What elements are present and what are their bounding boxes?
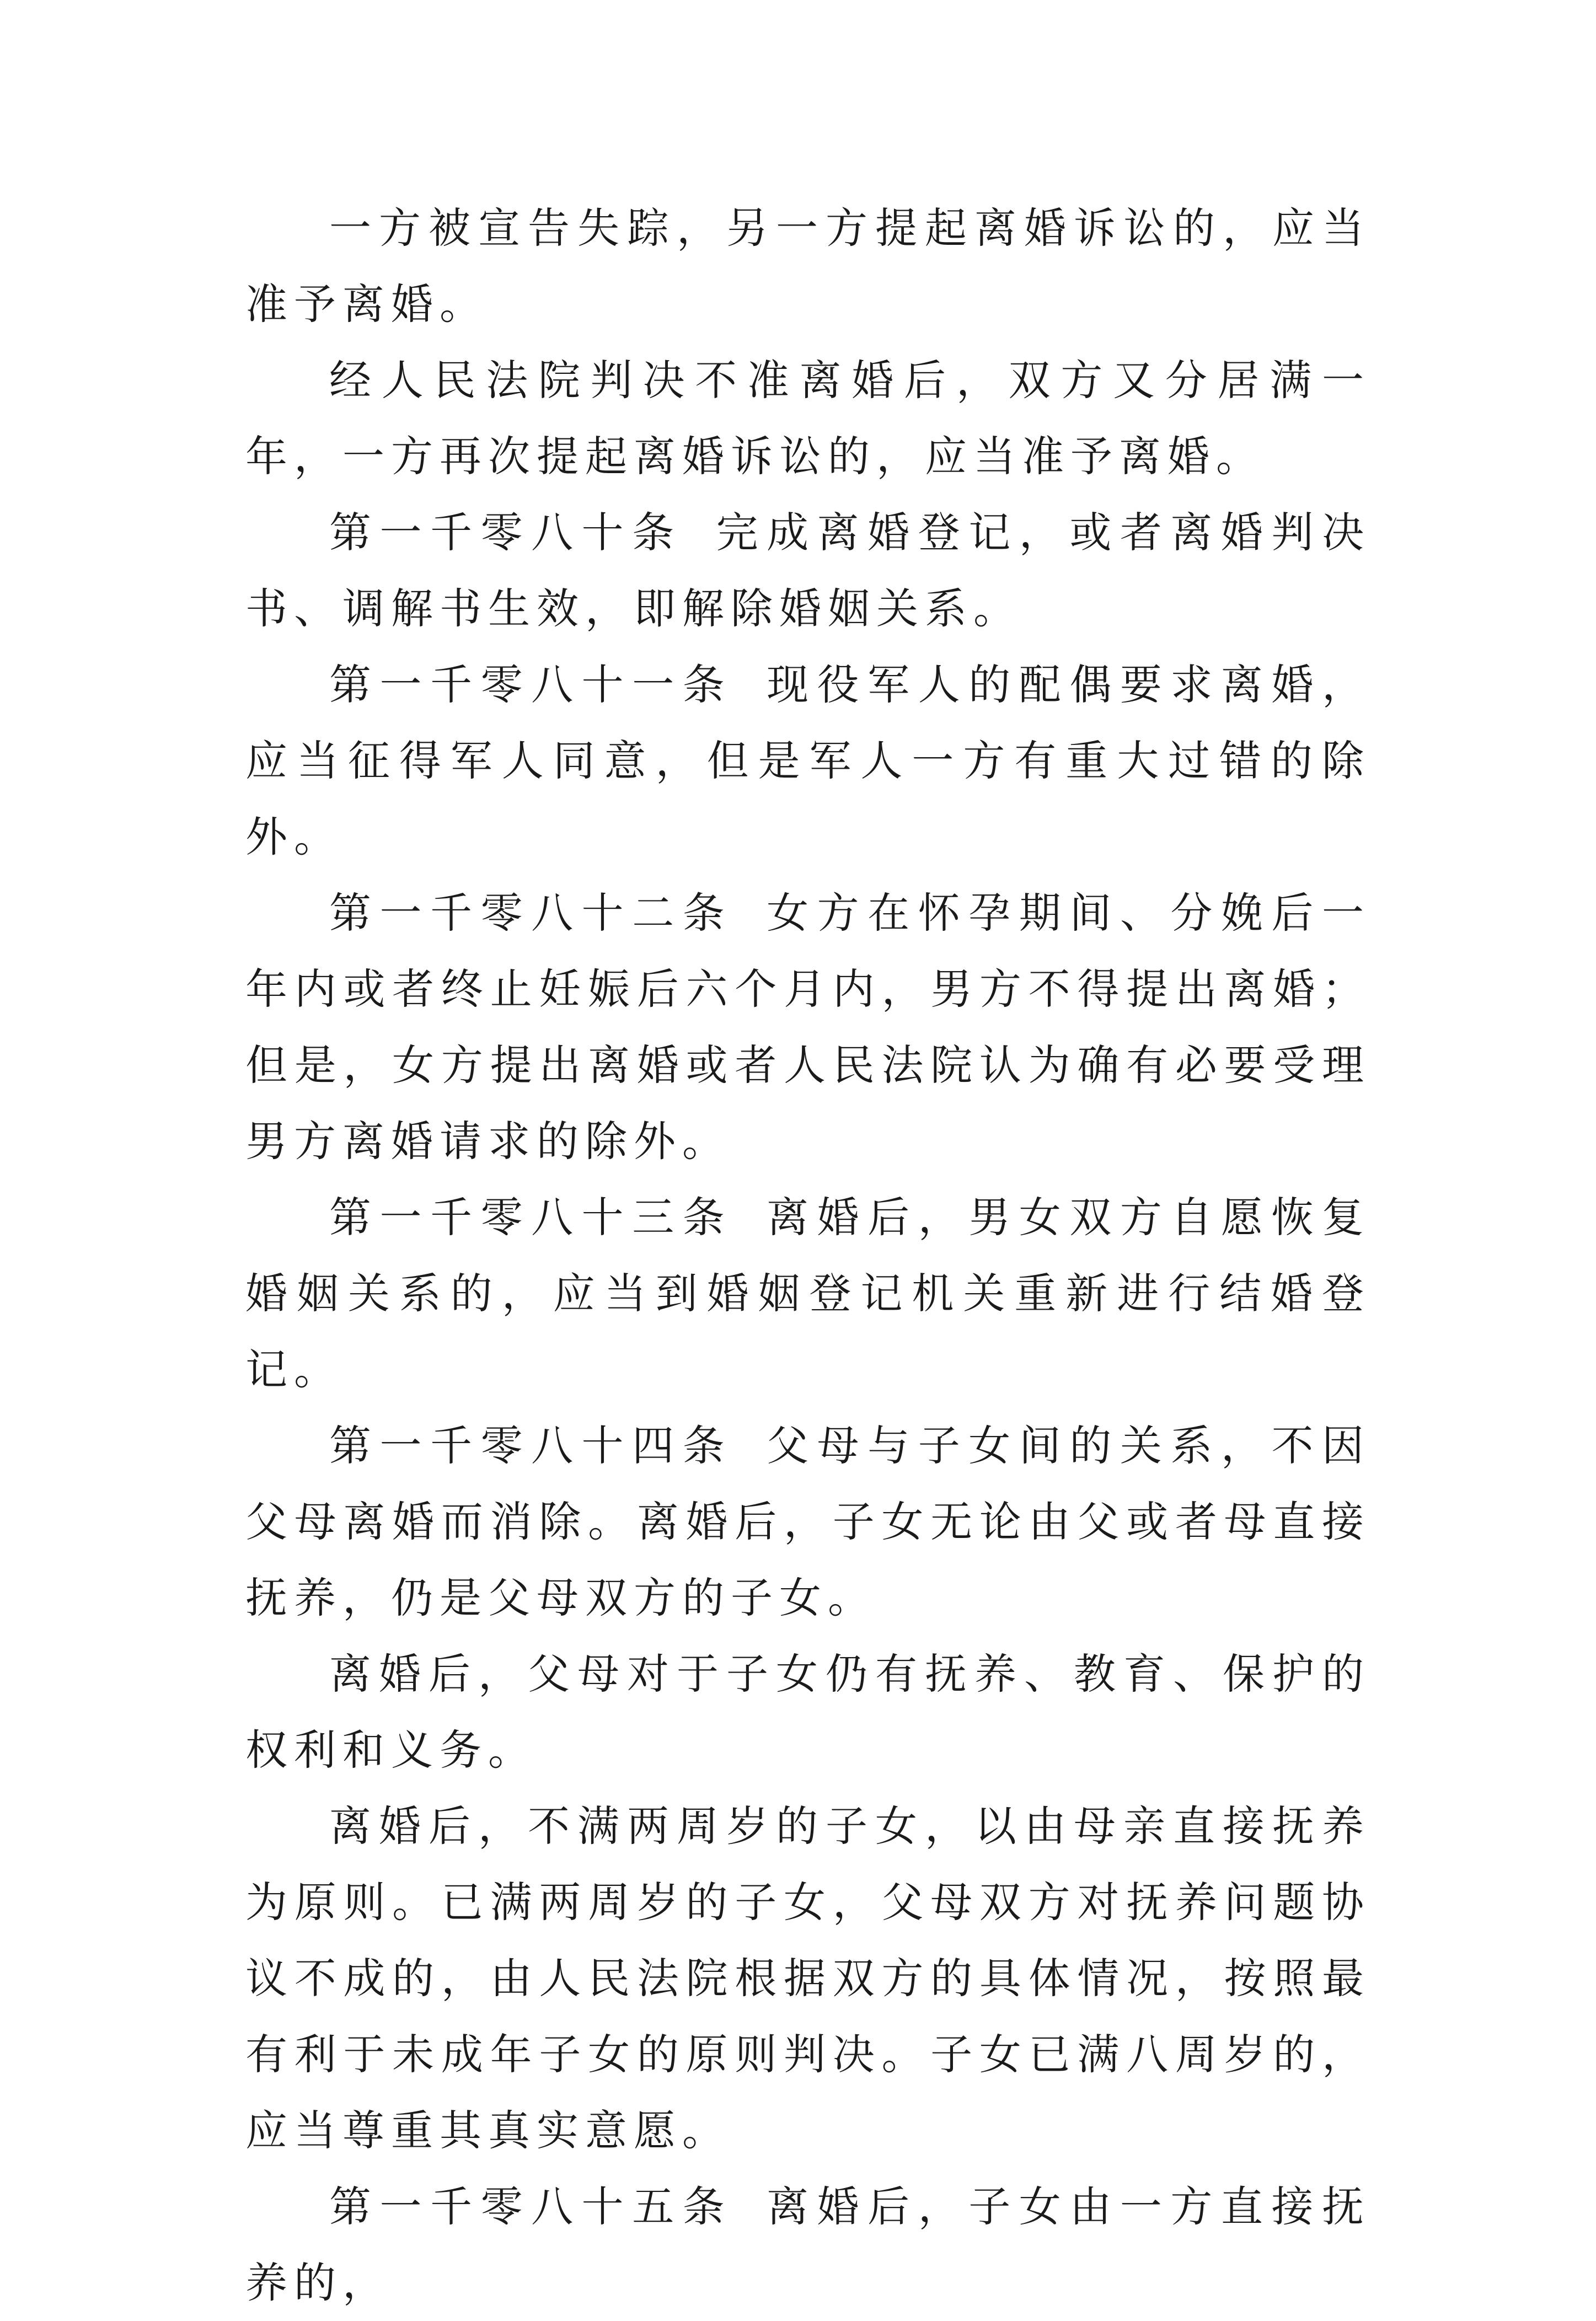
paragraph	[245, 190, 1370, 342]
paragraph	[245, 1636, 1370, 1788]
paragraph-text: 离婚后，不满两周岁的子女，以由母亲直接抚养为原则。已满两周岁的子女，父母双方对抚养问题协议不成的，由人民法院根据双方的具体情况，按照最有利于未成年子女的原则判决。子女已满八周岁的，应当尊重其真实意愿。	[245, 1802, 1370, 2155]
paragraph-text: 离婚后，父母对于子女仍有抚养、教育、保护的权利和义务。	[245, 1649, 1370, 1775]
article-paragraph	[245, 1408, 1370, 1636]
paragraph-text: 离婚后，子女由一方直接抚养的，	[245, 2182, 1371, 2307]
paragraph-text: 离婚后，男女双方自愿恢复婚姻关系的，应当到婚姻登记机关重新进行结婚登记。	[245, 1193, 1371, 1394]
article-paragraph	[245, 2169, 1370, 2321]
paragraph-text: 父母与子女间的关系，不因父母离婚而消除。离婚后，子女无论由父或者母直接抚养，仍是父母双方的子女。	[245, 1421, 1371, 1622]
article-number: 第一千零八十四条	[329, 1421, 733, 1470]
paragraph-text: 完成离婚登记，或者离婚判决书、调解书生效，即解除婚姻关系。	[245, 508, 1371, 633]
document-body	[245, 190, 1370, 2321]
article-number: 第一千零八十五条	[329, 2182, 733, 2231]
article-paragraph	[245, 875, 1370, 1180]
paragraph-text: 女方在怀孕期间、分娩后一年内或者终止妊娠后六个月内，男方不得提出离婚；但是，女方提出离婚或者人民法院认为确有必要受理男方离婚请求的除外。	[245, 888, 1371, 1166]
article-paragraph	[245, 495, 1370, 647]
article-number: 第一千零八十一条	[329, 660, 733, 709]
article-paragraph	[245, 1180, 1370, 1408]
paragraph-text: 经人民法院判决不准离婚后，双方又分居满一年，一方再次提起离婚诉讼的，应当准予离婚。	[245, 356, 1370, 481]
paragraph-text: 一方被宣告失踪，另一方提起离婚诉讼的，应当准予离婚。	[245, 203, 1370, 329]
article-number: 第一千零八十二条	[329, 888, 733, 937]
article-number: 第一千零八十三条	[329, 1193, 733, 1242]
paragraph	[245, 342, 1370, 495]
article-paragraph	[245, 647, 1370, 875]
paragraph	[245, 1788, 1370, 2169]
paragraph-text: 现役军人的配偶要求离婚，应当征得军人同意，但是军人一方有重大过错的除外。	[245, 660, 1371, 861]
article-number: 第一千零八十条	[329, 508, 683, 557]
